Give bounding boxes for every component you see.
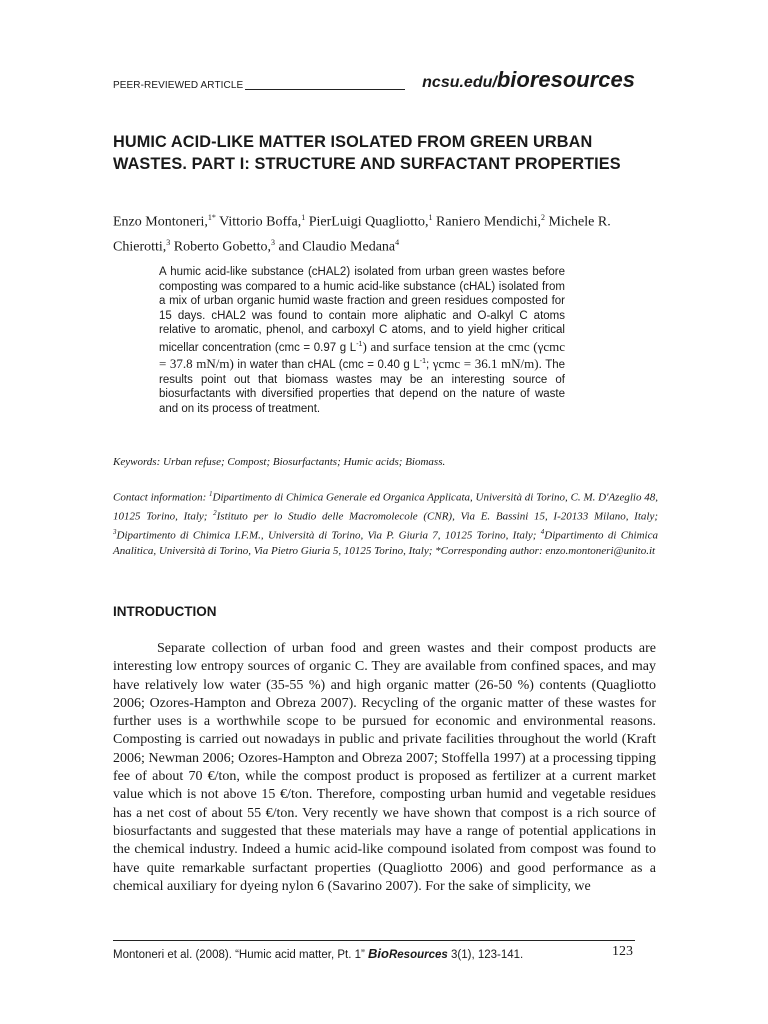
paragraph: Separate collection of urban food and green wastes and their compost products are interesting low entropy sources of organic C. They are available from confined spaces, and may have relatively low water (35-55 %) and high organic matter (26-50 %) contents (Quagliotto 2006; Ozores-Hampton and Obreza 2007). Recycling of the organic matter of these wastes for further uses is a worthwhile scope to be pursued for economic and environmental reasons. Composting is carried out nowadays in public and private facilities throughout the world (Kraft 2006; Newman 2006; Ozores-Hampton and Obreza 2007; Stoffella 1997) at a processing tipping fee of about 70 €/ton, while the compost product is proposed as fertilizer at a current market value which is not above 15 €/ton. Therefore, composting urban humid and vegetable residues has a net cost of about 55 €/ton. Very recently we have shown that compost is a rich source of biosurfactants and suggested that these materials may have a range of potential applications in the chemical industry. Indeed a humic acid-like compound isolated from compost was found to have quite remarkable surfactant properties (Quagliotto 2006) and good performance as a chemical auxiliary for dyeing nylon 6 (Savarino 2007). For the sake of simplicity, we (113, 641, 656, 894)
abstract-text: ) and surface tension at the cmc (γcmc = 37.8 mN/m) (159, 338, 565, 372)
section-heading: INTRODUCTION (113, 604, 217, 619)
affiliation-number: 4 (540, 528, 545, 537)
abstract-text: in water than cHAL (cmc = 0.40 g L (233, 359, 420, 372)
keywords: Keywords: Urban refuse; Compost; Biosurfactants; Humic acids; Biomass. (113, 456, 446, 468)
body-text (113, 640, 656, 896)
abstract-text: A humic acid-like substance (cHAL2) isolated from urban green wastes before composting was compared to a humic acid-like substance (cHAL) isolated from a mix of urban organic humid waste fraction and green residues composted for 15 days. cHAL2 was found to contain more aliphatic and O-alkyl C atoms relative to aromatic, phenol, and carboxyl C atoms, and to yield higher critical micellar concentration (cmc = 0.97 g L (159, 266, 565, 354)
journal-site: ncsu.edu/ (422, 74, 497, 91)
journal-url[interactable] (422, 67, 635, 93)
abstract-text: ; (426, 359, 433, 372)
citation-text: 3(1), 123-141. (447, 949, 524, 961)
journal-name-part: Bio (368, 946, 389, 961)
citation-text: Montoneri et al. (2008). “Humic acid matter, Pt. 1” (113, 949, 369, 961)
abstract-superscript: -1 (419, 358, 426, 366)
author-affiliation: 3 (271, 237, 275, 247)
author-affiliation: 4 (395, 237, 400, 247)
author-affiliation: 1 (301, 213, 306, 222)
affiliation-number: 3 (113, 528, 117, 537)
author: Enzo Montoneri, (113, 214, 208, 230)
article-title: HUMIC ACID-LIKE MATTER ISOLATED FROM GREEN URBAN WASTES. PART I: STRUCTURE AND SURFACTANT PROPERTIES (113, 133, 621, 173)
author: PierLuigi Quagliotto, (308, 214, 429, 230)
running-header (113, 63, 635, 93)
affiliation-text: Dipartimento di Chimica Analitica, Università di Torino, Via Pietro Giuria 5, 10125 Torino, Italy; *Corresponding author: enzo.montoneri@unito.it (113, 529, 658, 558)
abstract-text: The results point out that biomass wastes may be an interesting source of biosurfactants with diversified properties that depend on the nature of waste and on its process of treatment. (159, 359, 566, 415)
author: Vittorio Boffa, (219, 214, 302, 230)
article-type-label: PEER-REVIEWED ARTICLE (113, 80, 244, 91)
affiliation-text: Dipartimento di Chimica Generale ed Organica Applicata, Università di Torino, C. M. D'Azeglio 48, 10125 Torino, Italy; (113, 491, 658, 523)
author-affiliation: 2 (541, 213, 545, 222)
page-footer (113, 940, 635, 961)
author-affiliation: 3 (166, 237, 171, 247)
journal-name-part: Resources (388, 949, 448, 961)
page-number: 123 (612, 944, 633, 959)
author: Michele R. Chierotti, (113, 214, 611, 255)
author: and Claudio Medana (278, 239, 396, 255)
author-affiliation: 1* (207, 213, 216, 222)
abstract-text: γcmc = 36.1 mN/m). (432, 356, 542, 372)
affiliation-number: 2 (213, 509, 217, 518)
citation (113, 946, 524, 961)
affiliation-number: 1 (209, 490, 213, 498)
affiliation-text: Istituto per lo Studio delle Macromolecole (CNR), Via E. Bassini 15, I-20133 Milano, Italy; (216, 510, 659, 523)
author: Raniero Mendichi, (436, 214, 541, 230)
contact-information (113, 487, 658, 560)
header-rule (245, 89, 405, 90)
contact-label: Contact information: (113, 491, 210, 504)
abstract-superscript: -1 (356, 340, 363, 348)
author: Roberto Gobetto, (173, 239, 271, 255)
author-affiliation: 1 (428, 213, 433, 222)
journal-name (368, 946, 448, 961)
journal-brand: bioresources (496, 67, 635, 92)
author-list (113, 208, 658, 257)
abstract (159, 265, 565, 417)
affiliation-text: Dipartimento di Chimica I.F.M., Università di Torino, Via P. Giuria 7, 10125 Torino, Italy; (116, 529, 541, 542)
